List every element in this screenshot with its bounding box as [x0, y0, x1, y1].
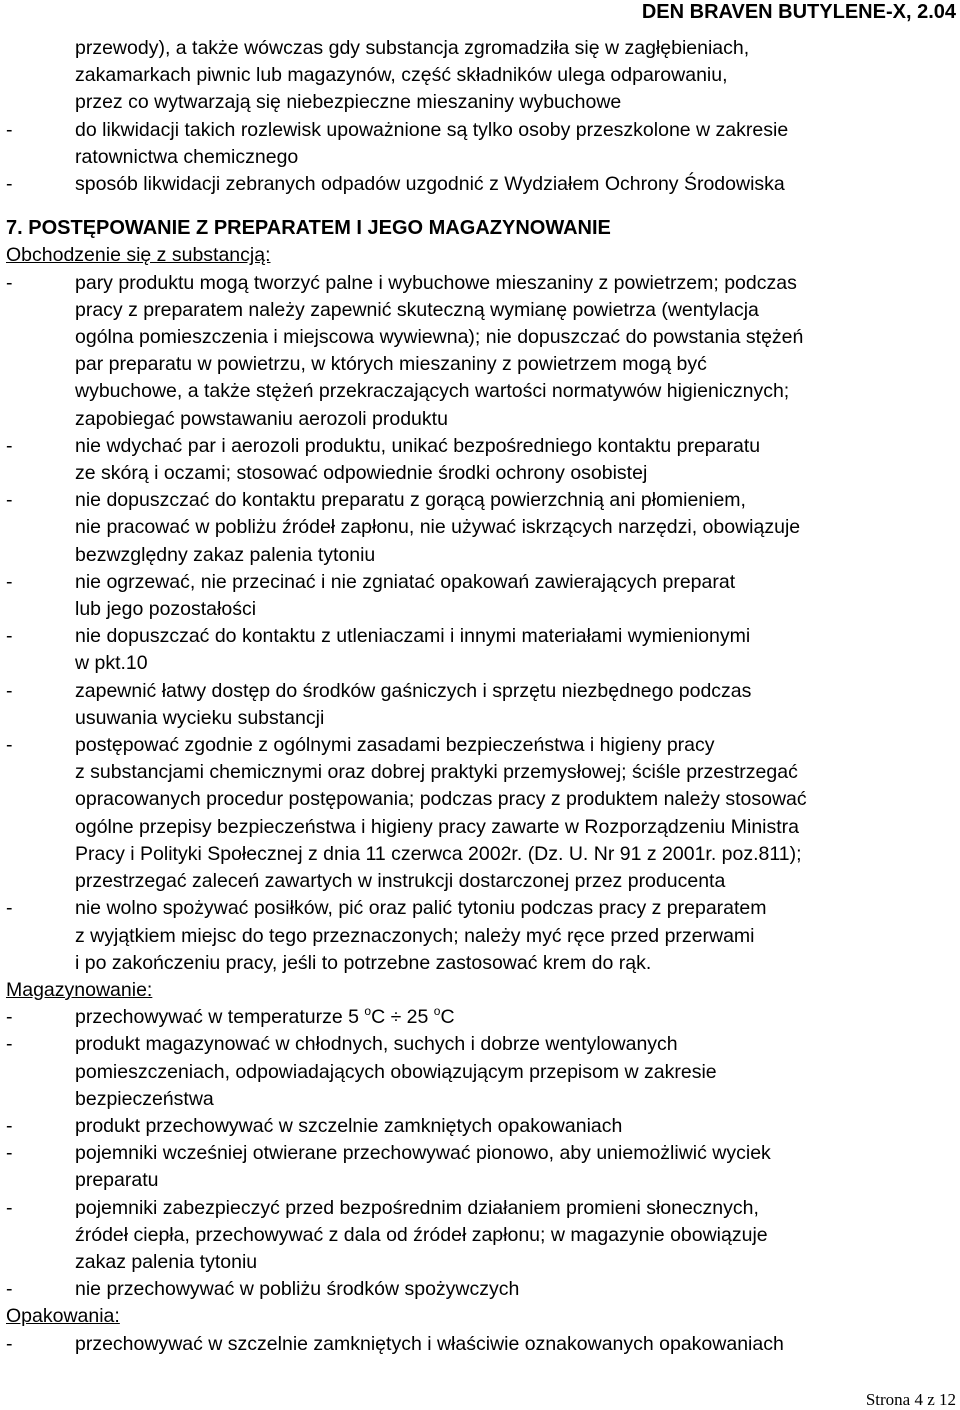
list-item — [6, 117, 956, 171]
bullet-dash: - — [6, 1033, 13, 1056]
list-item — [6, 569, 956, 623]
text-line: ogólne przepisy bezpieczeństwa i higieny pracy zawarte w Rozporządzeniu Ministra — [75, 815, 800, 838]
text-line: lub jego pozostałości — [75, 598, 257, 621]
text-line: postępować zgodnie z ogólnymi zasadami bezpieczeństwa i higieny pracy — [75, 734, 715, 757]
intro-list — [6, 117, 956, 199]
text-line: zakamarkach piwnic lub magazynów, część składników ulega odparowaniu, — [75, 64, 728, 87]
text-line: bezpieczeństwa — [75, 1087, 214, 1110]
list-item — [6, 1140, 956, 1194]
bullet-dash: - — [6, 1278, 13, 1301]
text-line: źródeł ciepła, przechowywać z dala od źródeł zapłonu; w magazynie obowiązuje — [75, 1223, 768, 1246]
packaging-subheading: Opakowania: — [6, 1305, 120, 1328]
text-line: przechowywać w szczelnie zamkniętych i właściwie oznakowanych opakowaniach — [75, 1332, 784, 1355]
text-line: produkt magazynować w chłodnych, suchych i dobrze wentylowanych — [75, 1033, 678, 1056]
text-line: z wyjątkiem miejsc do tego przeznaczonych; należy myć ręce przed przerwami — [75, 924, 755, 947]
temp-text-suffix: C — [440, 1006, 455, 1029]
text-line: wybuchowe, a także stężeń przekraczających wartości normatywów higienicznych; — [75, 380, 790, 403]
bullet-dash: - — [6, 1006, 13, 1029]
list-item — [6, 678, 956, 732]
text-line: nie przechowywać w pobliżu środków spożywczych — [75, 1278, 520, 1301]
text-line: nie dopuszczać do kontaktu preparatu z gorącą powierzchnią ani płomieniem, — [75, 489, 746, 512]
list-item — [6, 1113, 956, 1140]
list-item — [6, 1331, 956, 1358]
bullet-dash: - — [6, 734, 13, 757]
list-item — [6, 433, 956, 487]
storage-subheading: Magazynowanie: — [6, 978, 153, 1001]
bullet-dash: - — [6, 570, 13, 593]
text-line: zapobiegać powstawaniu aerozoli produktu — [75, 407, 448, 430]
page-number: Strona 4 z 12 — [865, 1390, 956, 1409]
bullet-dash: - — [6, 173, 13, 196]
list-item-temperature — [6, 1004, 956, 1031]
list-item — [6, 171, 956, 198]
text-line: nie wdychać par i aerozoli produktu, unikać bezpośredniego kontaktu preparatu — [75, 434, 761, 457]
text-line: nie pracować w pobliżu źródeł zapłonu, nie używać iskrzących narzędzi, obowiązuje — [75, 516, 801, 539]
handling-list — [6, 270, 956, 977]
text-line: przestrzegać zaleceń zawartych w instrukcji dostarczonej przez producenta — [75, 870, 726, 893]
list-item — [6, 270, 956, 433]
bullet-dash: - — [6, 897, 13, 920]
text-line: opracowanych procedur postępowania; podczas pracy z produktem należy stosować — [75, 788, 807, 811]
text-line: pary produktu mogą tworzyć palne i wybuchowe mieszaniny z powietrzem; podczas — [75, 271, 797, 294]
handling-subheading: Obchodzenie się z substancją: — [6, 244, 271, 267]
bullet-dash: - — [6, 1114, 13, 1137]
text-line: zapewnić łatwy dostęp do środków gaśniczych i sprzętu niezbędnego podczas — [75, 679, 752, 702]
temp-text-mid: C ÷ 25 — [371, 1006, 434, 1029]
text-line: pomieszczeniach, odpowiadających obowiązującym przepisom w zakresie — [75, 1060, 717, 1083]
text-line: Pracy i Polityki Społecznej z dnia 11 czerwca 2002r. (Dz. U. Nr 91 z 2001r. poz.811); — [75, 842, 802, 865]
text-line: bezwzględny zakaz palenia tytoniu — [75, 543, 376, 566]
text-line: par preparatu w powietrzu, w których mieszaniny z powietrzem mogą być — [75, 353, 707, 376]
list-item — [6, 623, 956, 677]
text-line — [75, 1004, 956, 1031]
document-header-title: DEN BRAVEN BUTYLENE-X, 2.04 — [641, 1, 956, 23]
list-item — [6, 1195, 956, 1277]
text-line: pojemniki zabezpieczyć przed bezpośrednim działaniem promieni słonecznych, — [75, 1196, 759, 1219]
bullet-dash: - — [6, 679, 13, 702]
intro-paragraph — [6, 35, 956, 117]
text-line: przez co wytwarzają się niebezpieczne mieszaniny wybuchowe — [75, 91, 622, 114]
text-line: usuwania wycieku substancji — [75, 706, 325, 729]
text-line: nie ogrzewać, nie przecinać i nie zgniatać opakowań zawierających preparat — [75, 570, 736, 593]
bullet-dash: - — [6, 118, 13, 141]
text-line: do likwidacji takich rozlewisk upoważnione są tylko osoby przeszkolone w zakresie — [75, 118, 789, 141]
bullet-dash: - — [6, 271, 13, 294]
text-line: nie wolno spożywać posiłków, pić oraz palić tytoniu podczas pracy z preparatem — [75, 897, 767, 920]
packaging-list — [6, 1331, 956, 1358]
degree-superscript: o — [364, 1004, 372, 1019]
text-line: zakaz palenia tytoniu — [75, 1250, 258, 1273]
list-item — [6, 732, 956, 895]
section-heading: 7. POSTĘPOWANIE Z PREPARATEM I JEGO MAGAZYNOWANIE — [6, 217, 611, 240]
storage-list — [6, 1031, 956, 1303]
bullet-dash: - — [6, 434, 13, 457]
bullet-dash: - — [6, 489, 13, 512]
text-line: sposób likwidacji zebranych odpadów uzgodnić z Wydziałem Ochrony Środowiska — [75, 173, 785, 196]
text-line: nie dopuszczać do kontaktu z utleniaczami i innymi materiałami wymienionymi — [75, 625, 751, 648]
list-item — [6, 1276, 956, 1303]
document-body — [6, 35, 956, 1358]
text-line: pojemniki wcześniej otwierane przechowywać pionowo, aby uniemożliwić wyciek — [75, 1142, 771, 1165]
text-line: z substancjami chemicznymi oraz dobrej praktyki przemysłowej; ściśle przestrzegać — [75, 761, 798, 784]
text-line: produkt przechowywać w szczelnie zamkniętych opakowaniach — [75, 1114, 623, 1137]
text-line: ze skórą i oczami; stosować odpowiednie środki ochrony osobistej — [75, 462, 648, 485]
text-line: ratownictwa chemicznego — [75, 145, 299, 168]
text-line: preparatu — [75, 1169, 159, 1192]
text-line: i po zakończeniu pracy, jeśli to potrzebne zastosować krem do rąk. — [75, 951, 652, 974]
bullet-dash: - — [6, 1332, 13, 1355]
list-item — [6, 1031, 956, 1113]
text-line: przewody), a także wówczas gdy substancja zgromadziła się w zagłębieniach, — [75, 37, 750, 59]
text-line: pracy z preparatem należy zapewnić skuteczną wymianę powietrza (wentylacja — [75, 298, 759, 321]
temp-text-prefix: przechowywać w temperaturze 5 — [75, 1006, 365, 1029]
list-item — [6, 487, 956, 569]
degree-superscript: o — [433, 1004, 441, 1019]
list-item — [6, 895, 956, 977]
bullet-dash: - — [6, 625, 13, 648]
text-line: ogólna pomieszczenia i miejscowa wywiewna); nie dopuszczać do powstania stężeń — [75, 326, 804, 349]
bullet-dash: - — [6, 1196, 13, 1219]
text-line: w pkt.10 — [75, 652, 148, 675]
bullet-dash: - — [6, 1142, 13, 1165]
